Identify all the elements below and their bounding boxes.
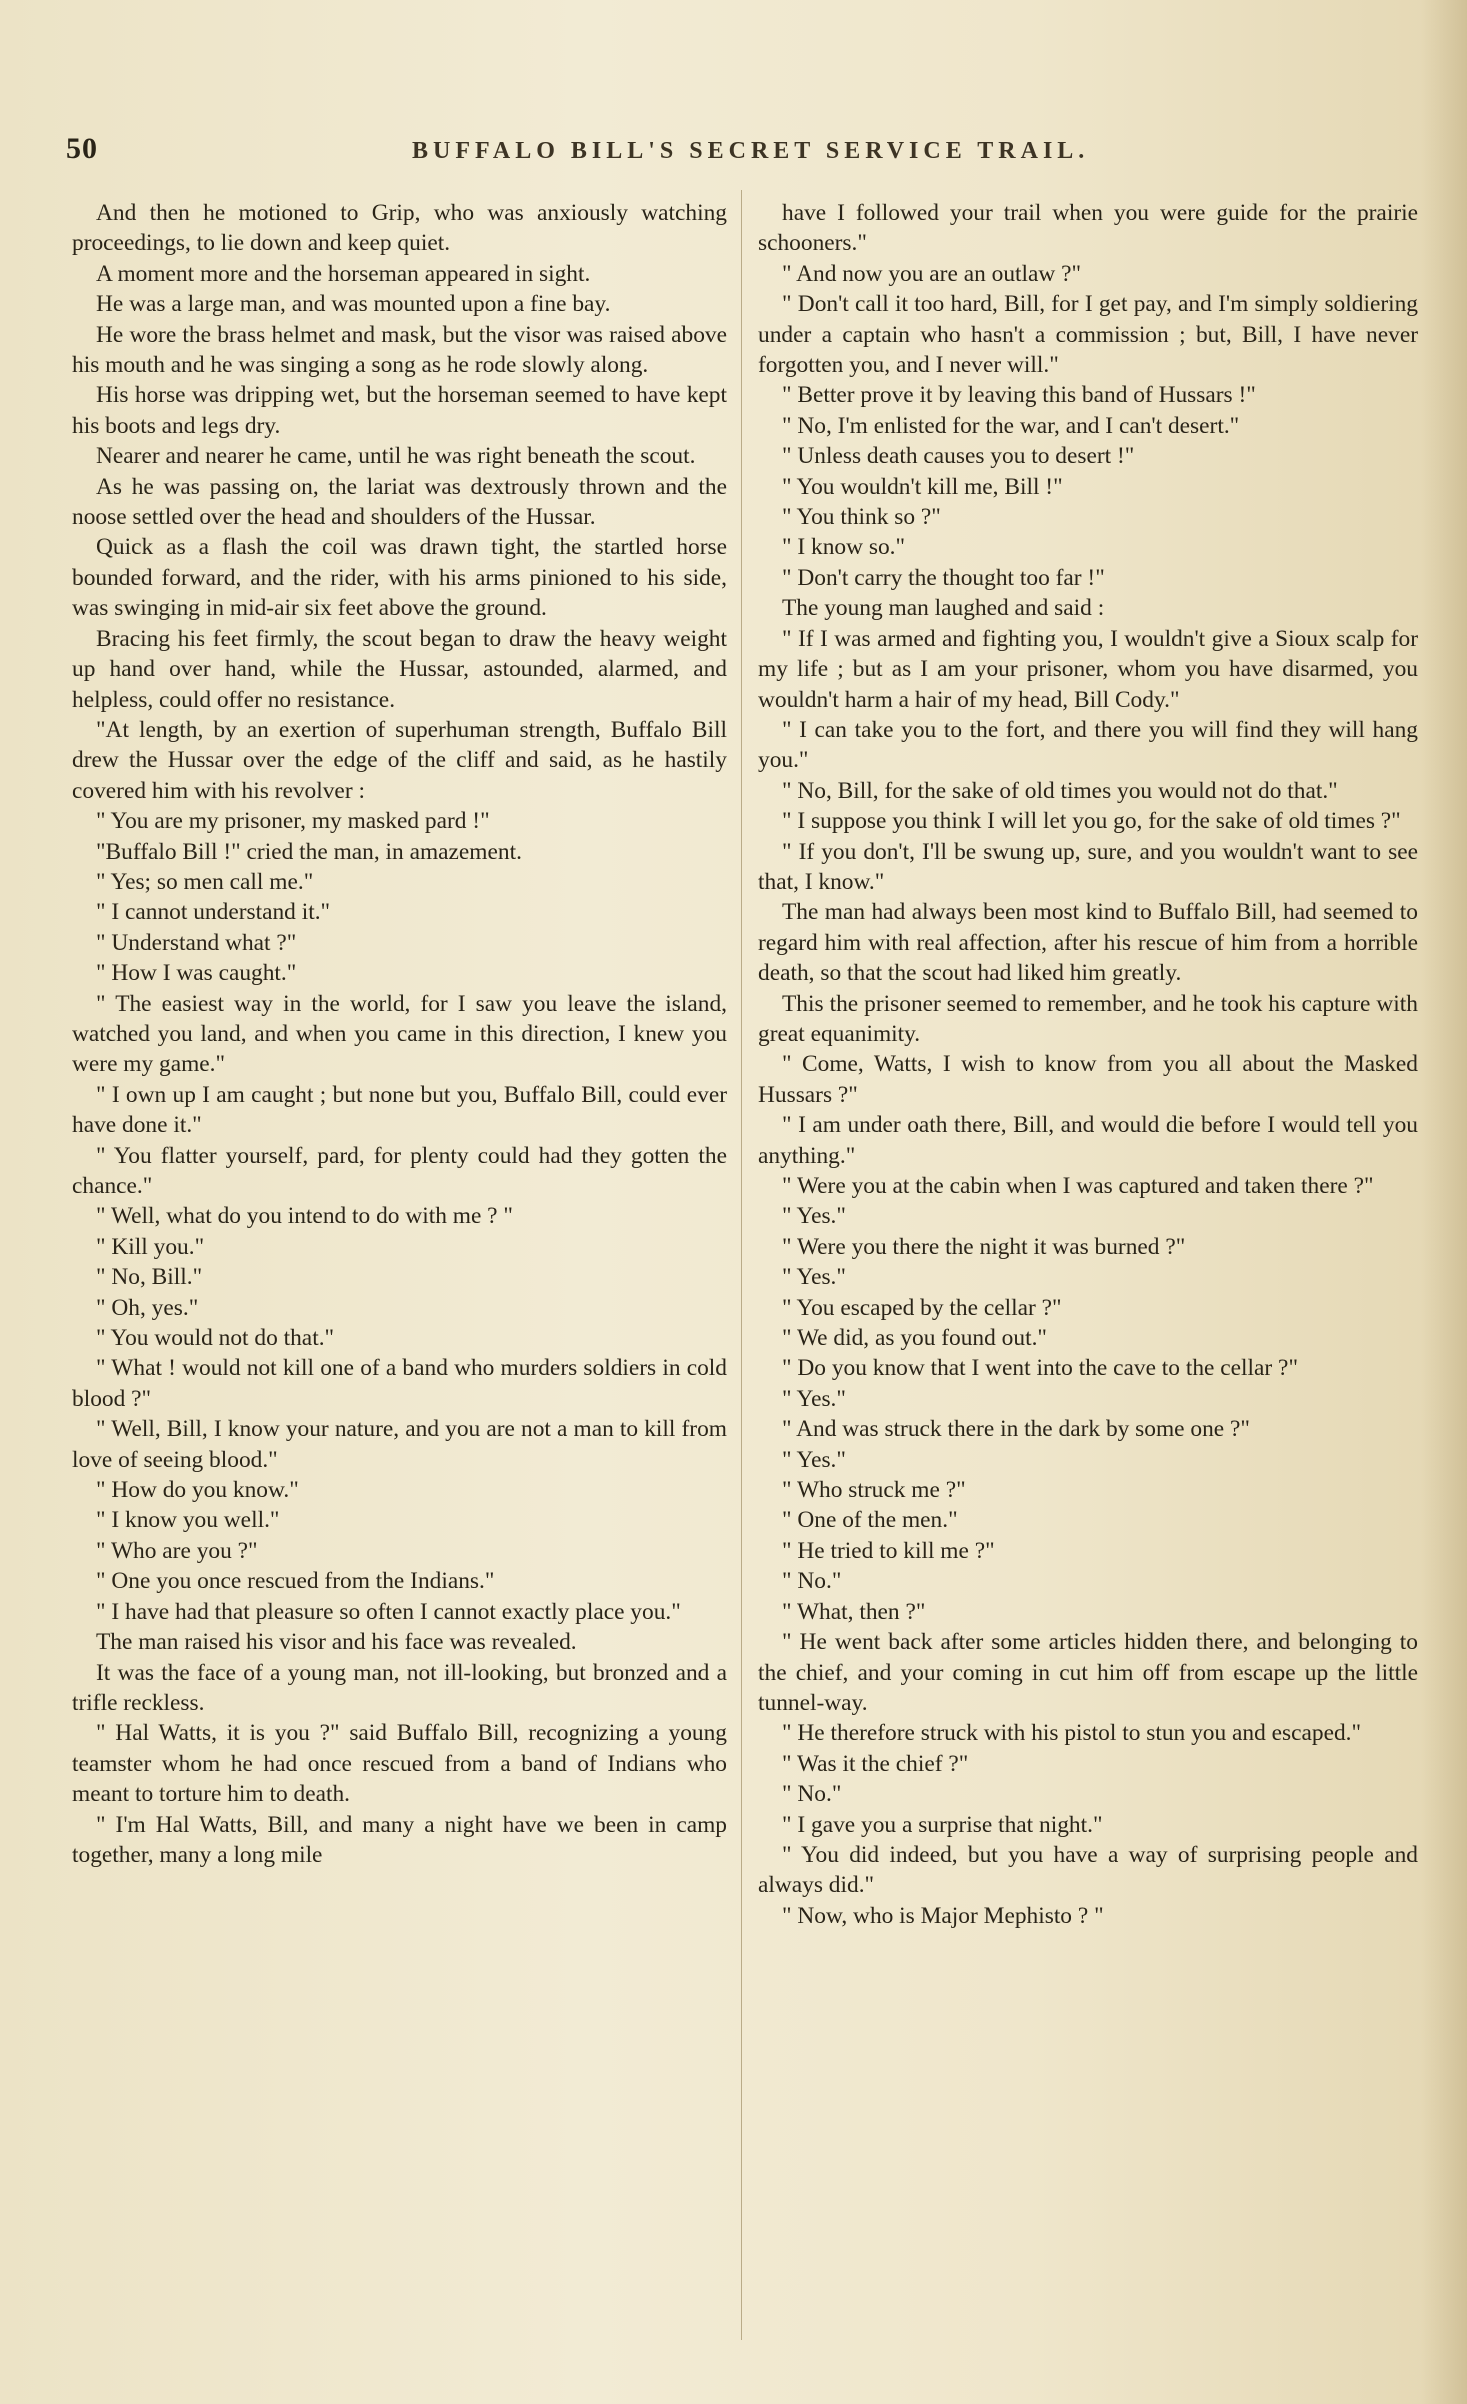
paragraph: " What ! would not kill one of a band who murders soldiers in cold blood ?"	[72, 1355, 727, 1412]
paragraph: As he was passing on, the lariat was dextrously thrown and the noose settled over the head and shoulders of the Hussar.	[72, 473, 727, 531]
left-text-column	[72, 198, 727, 2324]
page-edge-shadow	[1421, 0, 1467, 2404]
paragraph: " You flatter yourself, pard, for plenty could had they gotten the chance."	[72, 1142, 727, 1199]
paragraph: " One of the men."	[782, 1507, 958, 1534]
paragraph: " No, Bill."	[96, 1264, 203, 1291]
paragraph: " I know so."	[782, 534, 906, 561]
running-title: BUFFALO BILL'S SECRET SERVICE TRAIL.	[412, 138, 1090, 164]
paragraph: " Yes; so men call me."	[96, 868, 314, 895]
paragraph: He wore the brass helmet and mask, but the visor was raised above his mouth and he was singing a song as he rode slowly along.	[72, 321, 727, 379]
paragraph: " Yes."	[782, 1264, 846, 1291]
paragraph: " Yes."	[782, 1203, 846, 1230]
paragraph: It was the face of a young man, not ill-looking, but bronzed and a trifle reckless.	[72, 1659, 727, 1716]
paragraph: " No, I'm enlisted for the war, and I can't desert."	[782, 412, 1240, 439]
page-header	[60, 132, 1390, 172]
paragraph: " I cannot understand it."	[96, 899, 331, 926]
paragraph: The young man laughed and said :	[782, 595, 1105, 622]
paragraph: "At length, by an exertion of superhuman strength, Buffalo Bill drew the Hussar over the edge of the cliff and said, as he hastily covered him with his revolver :	[72, 716, 727, 804]
right-text-column	[758, 198, 1418, 2324]
paragraph: " Do you know that I went into the cave to the cellar ?"	[782, 1355, 1298, 1382]
paragraph: " What, then ?"	[782, 1598, 926, 1625]
paragraph: " Yes."	[782, 1446, 846, 1473]
paragraph: " Were you there the night it was burned ?"	[782, 1233, 1186, 1260]
paragraph: A moment more and the horseman appeared in sight.	[96, 260, 591, 287]
paragraph: " How do you know."	[96, 1477, 299, 1504]
paragraph: " Unless death causes you to desert !"	[782, 443, 1135, 470]
paragraph: " You wouldn't kill me, Bill !"	[782, 473, 1063, 500]
paragraph: His horse was dripping wet, but the horseman seemed to have kept his boots and legs dry.	[72, 382, 727, 439]
paragraph: " The easiest way in the world, for I saw you leave the island, watched you land, and when you came in this direction, I knew you were my game."	[72, 990, 727, 1078]
paragraph: " He went back after some articles hidden there, and belonging to the chief, and your coming in cut him off from escape up the little tunnel-way.	[758, 1629, 1418, 1716]
paragraph: " You are my prisoner, my masked pard !"	[96, 808, 490, 835]
paragraph: " He tried to kill me ?"	[782, 1537, 995, 1564]
paragraph: " If I was armed and fighting you, I wouldn't give a Sioux scalp for my life ; but as I am your prisoner, whom you have disarmed, you wouldn't harm a hair of my head, Bill Cody."	[758, 625, 1418, 713]
paragraph: This the prisoner seemed to remember, and he took his capture with great equanimity.	[758, 990, 1418, 1047]
page-number: 50	[66, 132, 98, 165]
paragraph: " Was it the chief ?"	[782, 1750, 969, 1777]
paragraph: " You think so ?"	[782, 504, 941, 531]
paragraph: " Now, who is Major Mephisto ? "	[782, 1902, 1104, 1929]
paragraph: " One you once rescued from the Indians."	[96, 1568, 495, 1595]
paragraph: " If you don't, I'll be swung up, sure, and you wouldn't want to see that, I know."	[758, 838, 1418, 895]
paragraph: " Well, what do you intend to do with me ? "	[96, 1203, 513, 1230]
paragraph: " He therefore struck with his pistol to stun you and escaped."	[782, 1720, 1362, 1747]
paragraph: " Who are you ?"	[96, 1537, 258, 1564]
paragraph: " Understand what ?"	[96, 929, 297, 956]
paragraph: And then he motioned to Grip, who was anxiously watching proceedings, to lie down and keep quiet.	[72, 200, 727, 257]
paragraph: " Oh, yes."	[96, 1294, 199, 1321]
paragraph: " Hal Watts, it is you ?" said Buffalo Bill, recognizing a young teamster whom he had once rescued from a band of Indians who meant to torture him to death.	[72, 1720, 727, 1808]
paragraph: " I'm Hal Watts, Bill, and many a night have we been in camp together, many a long mile	[72, 1811, 727, 1868]
paragraph: "Buffalo Bill !" cried the man, in amazement.	[96, 838, 522, 865]
paragraph: " No."	[782, 1781, 842, 1808]
paragraph: " We did, as you found out."	[782, 1325, 1047, 1352]
paragraph: " Don't call it too hard, Bill, for I get pay, and I'm simply soldiering under a captain who hasn't a commission ; but, Bill, I have never forgotten you, and I never will."	[758, 291, 1418, 379]
paragraph: have I followed your trail when you were guide for the prairie schooners."	[758, 200, 1418, 257]
paragraph: " I am under oath there, Bill, and would die before I would tell you anything."	[758, 1112, 1418, 1169]
paragraph: " I suppose you think I will let you go, for the sake of old times ?"	[782, 808, 1401, 835]
paragraph: " Come, Watts, I wish to know from you all about the Masked Hussars ?"	[758, 1051, 1418, 1108]
paragraph: The man had always been most kind to Buffalo Bill, had seemed to regard him with real affection, after his rescue of him from a horrible death, so that the scout had liked him greatly.	[758, 899, 1418, 987]
paragraph: " And was struck there in the dark by some one ?"	[782, 1416, 1250, 1443]
paragraph: Bracing his feet firmly, the scout began to draw the heavy weight up hand over hand, while the Hussar, astounded, alarmed, and helpless, could offer no resistance.	[72, 625, 727, 713]
paragraph: " I can take you to the fort, and there you will find they will hang you."	[758, 716, 1418, 774]
paragraph: " You escaped by the cellar ?"	[782, 1294, 1062, 1321]
paragraph: " I have had that pleasure so often I cannot exactly place you."	[96, 1598, 681, 1625]
paragraph: " You did indeed, but you have a way of surprising people and always did."	[758, 1841, 1418, 1899]
paragraph: He was a large man, and was mounted upon a fine bay.	[96, 291, 611, 318]
paragraph: " You would not do that."	[96, 1325, 335, 1352]
paragraph: " No."	[782, 1568, 842, 1595]
paragraph: The man raised his visor and his face was revealed.	[96, 1629, 577, 1656]
paragraph: " Well, Bill, I know your nature, and you are not a man to kill from love of seeing blood."	[72, 1416, 727, 1473]
paragraph: " Who struck me ?"	[782, 1477, 966, 1504]
paragraph: " How I was caught."	[96, 960, 297, 987]
paragraph: " I gave you a surprise that night."	[782, 1811, 1103, 1838]
paragraph: " Better prove it by leaving this band of Hussars !"	[782, 382, 1256, 409]
paragraph: " Were you at the cabin when I was captured and taken there ?"	[782, 1173, 1374, 1199]
paragraph: " And now you are an outlaw ?"	[782, 260, 1082, 287]
column-divider	[741, 190, 742, 2340]
paragraph: " I know you well."	[96, 1507, 280, 1534]
paragraph: " Kill you."	[96, 1233, 205, 1260]
paragraph: " No, Bill, for the sake of old times you would not do that."	[782, 777, 1338, 804]
paragraph: " Don't carry the thought too far !"	[782, 564, 1105, 591]
paragraph: " I own up I am caught ; but none but you, Buffalo Bill, could ever have done it."	[72, 1081, 727, 1139]
paragraph: " Yes."	[782, 1385, 846, 1412]
paragraph: Nearer and nearer he came, until he was right beneath the scout.	[96, 443, 696, 470]
paragraph: Quick as a flash the coil was drawn tight, the startled horse bounded forward, and the rider, with his arms pinioned to his side, was swinging in mid-air six feet above the ground.	[72, 534, 727, 622]
